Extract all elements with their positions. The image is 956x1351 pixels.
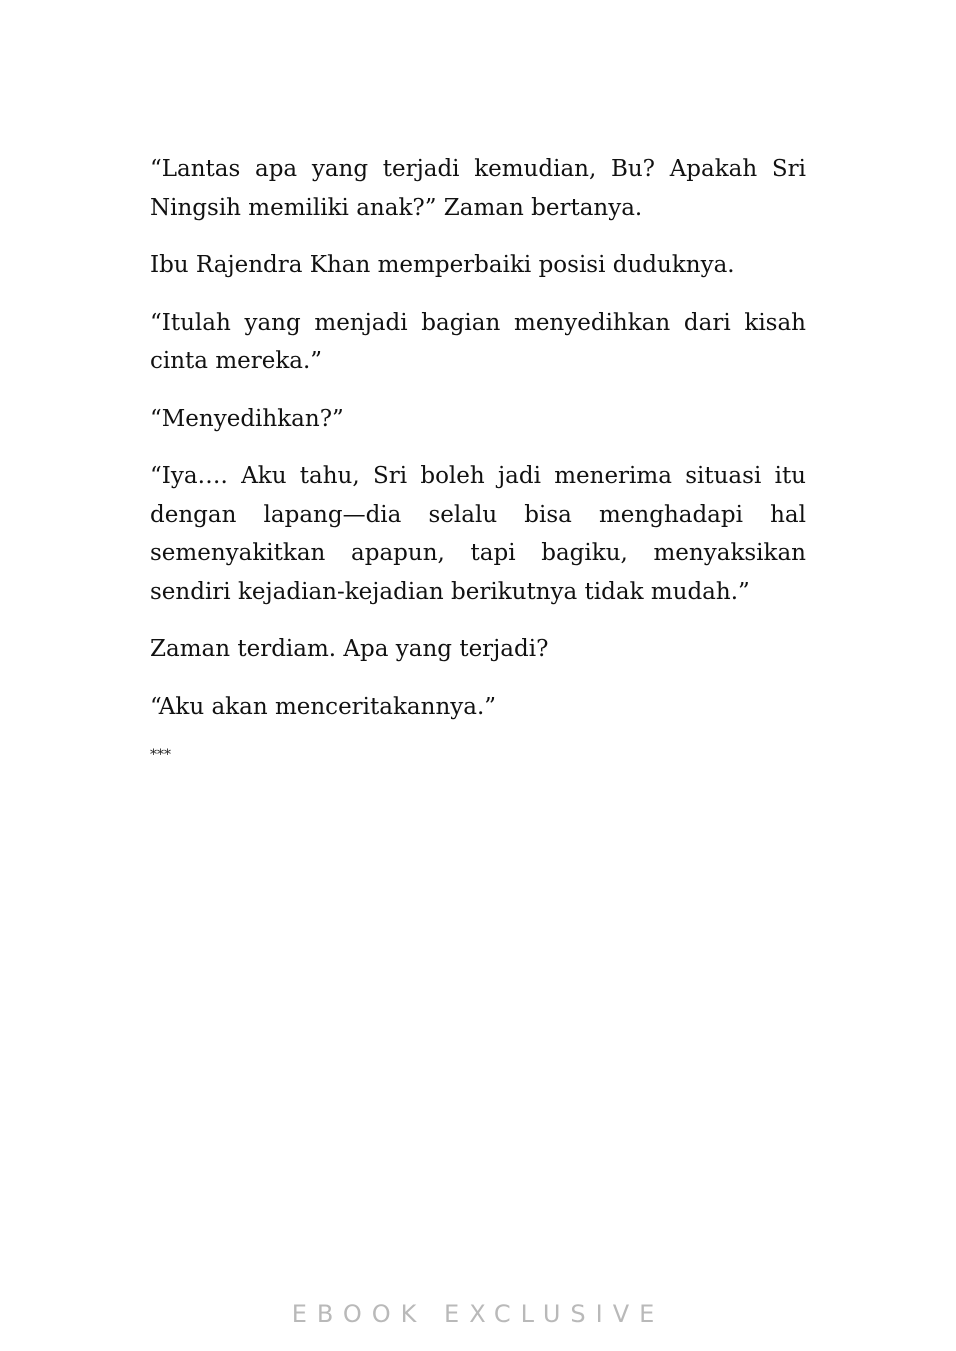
paragraph-1: “Lantas apa yang terjadi kemudian, Bu? Apakah Sri Ningsih memiliki anak?” Zaman bertanya. [150,156,806,221]
paragraph-3: “Itulah yang menjadi bagian menyedihkan dari kisah cinta mereka.” [150,309,806,374]
paragraph-6: Zaman terdiam. Apa yang terjadi? [150,636,549,662]
paragraph-5: “Iya…. Aku tahu, Sri boleh jadi menerima situasi itu dengan lapang—dia selalu bisa menghadapi hal semenyakitkan apapun, tapi bagiku, menyaksikan sendiri kejadian-kejadian berikutnya tidak mudah.” [150,463,806,605]
paragraph-7: “Aku akan menceritakannya.” [150,693,497,720]
scene-separator: *** [150,747,171,763]
paragraph-4: “Menyedihkan?” [150,405,344,432]
footer-watermark: EBOOK EXCLUSIVE [291,1300,665,1328]
paragraph-2: Ibu Rajendra Khan memperbaiki posisi duduknya. [150,252,735,278]
page-body [150,150,806,765]
